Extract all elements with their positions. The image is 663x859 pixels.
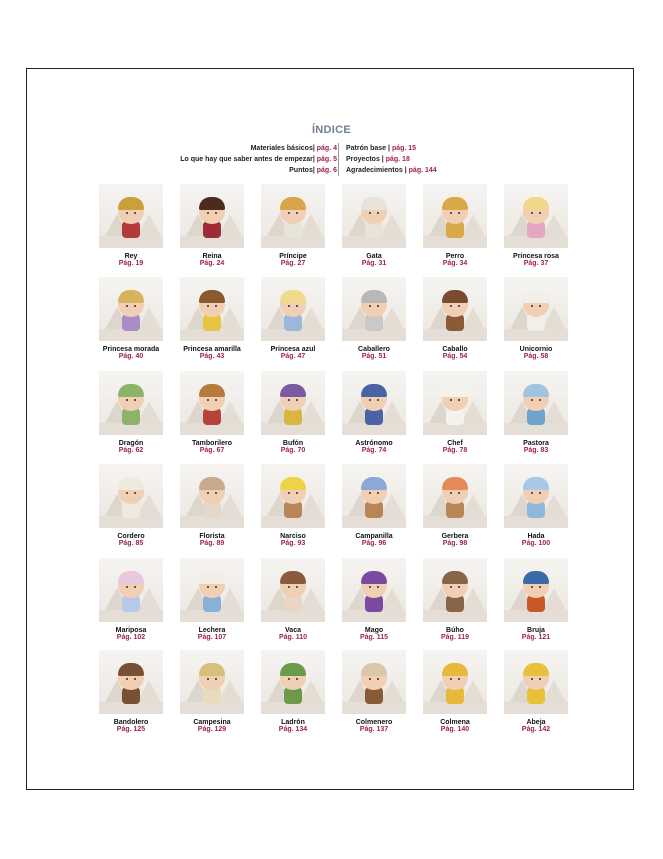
amigurumi-figure-icon: [360, 287, 388, 333]
amigurumi-figure-icon: [198, 287, 226, 333]
project-card[interactable]: [423, 371, 487, 454]
project-photo: [99, 650, 163, 714]
project-photo: [99, 558, 163, 622]
toc-entry[interactable]: Lo que hay que saber antes de empezar| pág. 5: [180, 156, 337, 163]
project-page: Pág. 62: [118, 447, 144, 454]
amigurumi-figure-icon: [441, 474, 469, 520]
toc-entry[interactable]: Proyectos | pág. 18: [346, 156, 410, 163]
amigurumi-figure-icon: [441, 194, 469, 240]
amigurumi-figure-icon: [279, 287, 307, 333]
project-page: Pág. 51: [361, 353, 387, 360]
project-page: Pág. 140: [440, 726, 470, 733]
amigurumi-figure-icon: [117, 474, 145, 520]
project-photo: [504, 371, 568, 435]
project-name: Colmenero: [355, 719, 393, 726]
project-card[interactable]: [504, 464, 568, 547]
project-page: Pág. 83: [523, 447, 549, 454]
project-name: Reina: [202, 253, 222, 260]
project-photo: [504, 184, 568, 248]
project-page: Pág. 27: [280, 260, 306, 267]
project-name: Perro: [445, 253, 465, 260]
project-name: Cordero: [117, 533, 145, 540]
project-name: Búho: [446, 627, 464, 634]
project-photo: [261, 650, 325, 714]
project-page: Pág. 70: [280, 447, 306, 454]
project-name: Lechera: [198, 627, 226, 634]
project-card[interactable]: [423, 464, 487, 547]
project-card[interactable]: [180, 277, 244, 360]
amigurumi-figure-icon: [360, 568, 388, 614]
project-name: Bufón: [282, 440, 304, 447]
project-card[interactable]: [261, 184, 325, 267]
project-name: Campesina: [193, 719, 231, 726]
page-title: ÍNDICE: [311, 124, 352, 136]
project-photo: [180, 277, 244, 341]
project-photo: [342, 371, 406, 435]
project-name: Campanilla: [355, 533, 393, 540]
project-name: Príncipe: [279, 253, 307, 260]
project-photo: [342, 464, 406, 528]
project-page: Pág. 89: [199, 540, 225, 547]
project-name: Princesa morada: [102, 346, 160, 353]
project-card[interactable]: [99, 650, 163, 733]
project-page: Pág. 54: [442, 353, 468, 360]
project-photo: [180, 650, 244, 714]
project-page: Pág. 74: [361, 447, 387, 454]
project-card[interactable]: [423, 558, 487, 641]
project-page: Pág. 47: [280, 353, 306, 360]
project-card[interactable]: [504, 277, 568, 360]
project-card[interactable]: [99, 371, 163, 454]
project-photo: [99, 184, 163, 248]
project-card[interactable]: [99, 464, 163, 547]
project-card[interactable]: [180, 371, 244, 454]
amigurumi-figure-icon: [279, 381, 307, 427]
project-photo: [261, 277, 325, 341]
project-photo: [504, 277, 568, 341]
amigurumi-figure-icon: [117, 568, 145, 614]
amigurumi-figure-icon: [198, 381, 226, 427]
project-card[interactable]: [342, 184, 406, 267]
project-photo: [180, 464, 244, 528]
project-card[interactable]: [423, 277, 487, 360]
project-page: Pág. 43: [199, 353, 225, 360]
amigurumi-figure-icon: [279, 660, 307, 706]
project-card[interactable]: [180, 184, 244, 267]
toc-entry[interactable]: Puntos| pág. 6: [289, 167, 337, 174]
project-name: Princesa azul: [270, 346, 316, 353]
project-name: Caballo: [442, 346, 468, 353]
amigurumi-figure-icon: [117, 287, 145, 333]
project-card[interactable]: [180, 650, 244, 733]
project-card[interactable]: [261, 371, 325, 454]
project-name: Rey: [124, 253, 138, 260]
project-name: Princesa amarilla: [183, 346, 241, 353]
project-photo: [423, 277, 487, 341]
project-page: Pág. 40: [118, 353, 144, 360]
project-photo: [423, 371, 487, 435]
project-name: Tamborilero: [192, 440, 232, 447]
amigurumi-figure-icon: [360, 660, 388, 706]
amigurumi-figure-icon: [198, 660, 226, 706]
project-name: Bruja: [527, 627, 545, 634]
project-photo: [180, 184, 244, 248]
project-page: Pág. 19: [118, 260, 144, 267]
amigurumi-figure-icon: [441, 381, 469, 427]
amigurumi-figure-icon: [117, 194, 145, 240]
project-page: Pág. 134: [278, 726, 308, 733]
amigurumi-figure-icon: [522, 474, 550, 520]
project-page: Pág. 119: [440, 634, 470, 641]
toc-entry-label: Puntos: [289, 167, 313, 174]
amigurumi-figure-icon: [198, 568, 226, 614]
project-card[interactable]: [504, 650, 568, 733]
project-page: Pág. 129: [197, 726, 227, 733]
project-page: Pág. 58: [523, 353, 549, 360]
project-page: Pág. 115: [359, 634, 389, 641]
toc-entry-page: pág. 18: [385, 156, 410, 163]
project-page: Pág. 67: [199, 447, 225, 454]
project-card[interactable]: [99, 184, 163, 267]
toc-entry-label: Lo que hay que saber antes de empezar: [180, 156, 313, 163]
amigurumi-figure-icon: [279, 474, 307, 520]
project-name: Abeja: [526, 719, 546, 726]
project-page: Pág. 107: [197, 634, 227, 641]
project-card[interactable]: [342, 277, 406, 360]
project-photo: [342, 650, 406, 714]
project-card[interactable]: [99, 277, 163, 360]
project-name: Dragón: [118, 440, 144, 447]
project-card[interactable]: [342, 558, 406, 641]
project-card[interactable]: [423, 650, 487, 733]
project-page: Pág. 93: [280, 540, 306, 547]
project-card[interactable]: [261, 558, 325, 641]
project-page: Pág. 85: [118, 540, 144, 547]
toc-entry-page: pág. 144: [408, 167, 437, 174]
project-card[interactable]: [261, 464, 325, 547]
toc-entry-label: Proyectos: [346, 156, 380, 163]
project-page: Pág. 37: [523, 260, 549, 267]
project-photo: [423, 464, 487, 528]
amigurumi-figure-icon: [522, 568, 550, 614]
amigurumi-figure-icon: [360, 381, 388, 427]
project-card[interactable]: [342, 371, 406, 454]
project-photo: [99, 464, 163, 528]
toc-entry[interactable]: Materiales básicos| pág. 4: [250, 145, 337, 152]
project-photo: [180, 371, 244, 435]
project-name: Astrónomo: [355, 440, 393, 447]
amigurumi-figure-icon: [522, 381, 550, 427]
project-photo: [504, 558, 568, 622]
project-photo: [342, 558, 406, 622]
project-name: Princesa rosa: [513, 253, 559, 260]
project-photo: [261, 184, 325, 248]
toc-entry-page: pág. 15: [391, 145, 417, 152]
project-page: Pág. 102: [116, 634, 146, 641]
amigurumi-figure-icon: [441, 287, 469, 333]
project-page: Pág. 31: [361, 260, 387, 267]
project-page: Pág. 96: [361, 540, 387, 547]
project-card[interactable]: [180, 558, 244, 641]
project-card[interactable]: [504, 184, 568, 267]
project-name: Narciso: [280, 533, 306, 540]
project-page: Pág. 98: [442, 540, 468, 547]
amigurumi-figure-icon: [117, 660, 145, 706]
project-photo: [99, 371, 163, 435]
amigurumi-figure-icon: [522, 660, 550, 706]
project-photo: [99, 277, 163, 341]
project-name: Gata: [366, 253, 382, 260]
amigurumi-figure-icon: [360, 194, 388, 240]
toc-entry-label: Patrón base: [346, 145, 387, 152]
project-name: Vaca: [285, 627, 301, 634]
project-name: Florista: [199, 533, 225, 540]
project-photo: [261, 371, 325, 435]
amigurumi-figure-icon: [441, 660, 469, 706]
amigurumi-figure-icon: [360, 474, 388, 520]
project-name: Mago: [364, 627, 384, 634]
project-card[interactable]: [261, 277, 325, 360]
amigurumi-figure-icon: [522, 194, 550, 240]
project-card[interactable]: [423, 184, 487, 267]
project-photo: [423, 184, 487, 248]
project-photo: [342, 184, 406, 248]
project-photo: [342, 277, 406, 341]
project-name: Ladrón: [281, 719, 305, 726]
amigurumi-figure-icon: [117, 381, 145, 427]
project-card[interactable]: [261, 650, 325, 733]
project-name: Hada: [527, 533, 545, 540]
project-name: Colmena: [440, 719, 470, 726]
project-photo: [261, 464, 325, 528]
toc-entry-page: pág. 6: [316, 167, 337, 174]
project-card[interactable]: [342, 650, 406, 733]
project-name: Gerbera: [441, 533, 469, 540]
amigurumi-figure-icon: [198, 474, 226, 520]
project-card[interactable]: [342, 464, 406, 547]
project-page: Pág. 110: [278, 634, 308, 641]
amigurumi-figure-icon: [198, 194, 226, 240]
project-page: Pág. 121: [521, 634, 551, 641]
toc-entry[interactable]: Patrón base | pág. 15: [346, 145, 417, 152]
project-name: Caballero: [358, 346, 390, 353]
project-card[interactable]: [180, 464, 244, 547]
project-photo: [423, 558, 487, 622]
toc-entry-label: Agradecimientos: [346, 167, 403, 174]
project-photo: [504, 650, 568, 714]
amigurumi-figure-icon: [279, 568, 307, 614]
project-name: Unicornio: [519, 346, 553, 353]
project-page: Pág. 137: [359, 726, 389, 733]
project-page: Pág. 24: [199, 260, 225, 267]
project-page: Pág. 125: [116, 726, 146, 733]
project-name: Bandolero: [113, 719, 149, 726]
toc-entry-label: Materiales básicos: [250, 145, 313, 152]
amigurumi-figure-icon: [279, 194, 307, 240]
project-card[interactable]: [504, 558, 568, 641]
project-photo: [261, 558, 325, 622]
project-card[interactable]: [504, 371, 568, 454]
project-page: Pág. 78: [442, 447, 468, 454]
project-name: Chef: [447, 440, 463, 447]
amigurumi-figure-icon: [522, 287, 550, 333]
project-page: Pág. 34: [442, 260, 468, 267]
project-photo: [180, 558, 244, 622]
project-photo: [423, 650, 487, 714]
toc-entry[interactable]: Agradecimientos | pág. 144: [346, 167, 437, 174]
amigurumi-figure-icon: [441, 568, 469, 614]
project-card[interactable]: [99, 558, 163, 641]
toc-entry-page: pág. 5: [316, 156, 337, 163]
project-name: Mariposa: [115, 627, 147, 634]
project-page: Pág. 142: [521, 726, 551, 733]
project-photo: [504, 464, 568, 528]
toc-entry-page: pág. 4: [316, 145, 337, 152]
project-page: Pág. 100: [521, 540, 551, 547]
project-name: Pastora: [523, 440, 549, 447]
